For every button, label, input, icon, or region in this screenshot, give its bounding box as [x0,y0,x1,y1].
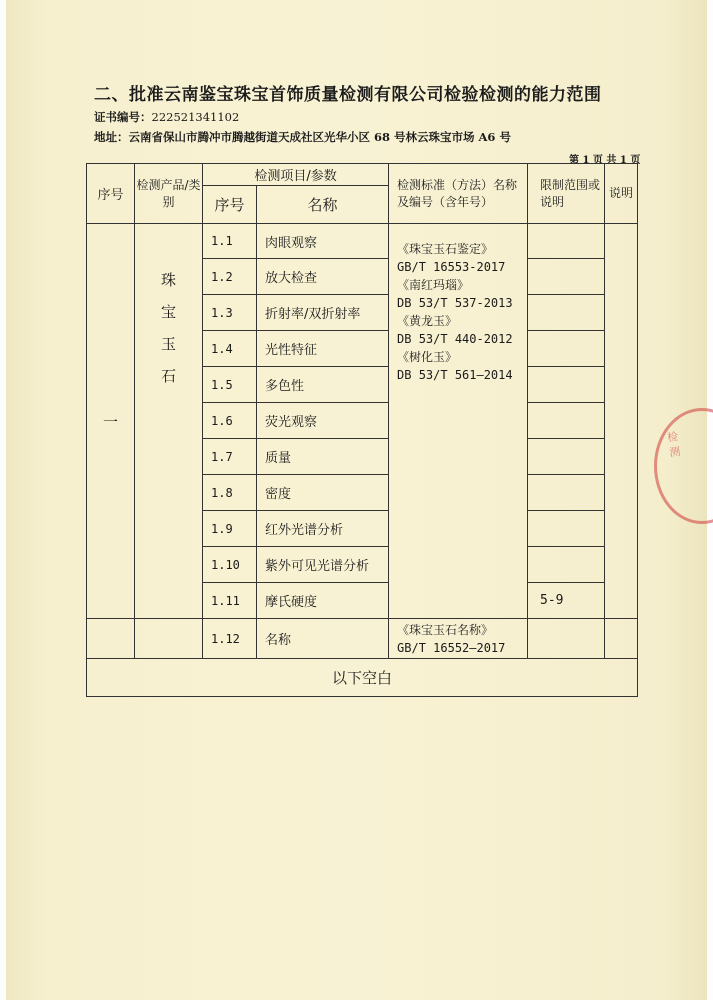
standard-line: 《珠宝玉石鉴定》 [397,242,494,256]
item-name: 荧光观察 [257,403,389,439]
limit-cell [528,367,605,403]
limit-cell [528,331,605,367]
note-cell [605,224,638,619]
category-cell [135,224,203,619]
header-product: 检测产品/类别 [135,164,203,224]
item-name: 质量 [257,439,389,475]
category-char: 石 [160,367,176,385]
standard-line: 《南红玛瑙》 [397,278,470,292]
standards-cell-last [389,619,528,659]
limit-cell [528,403,605,439]
address-label: 地址： [94,130,129,144]
header-item-name: 名称 [257,186,389,224]
certificate-label: 证书编号： [94,110,152,124]
item-seq: 1.8 [203,475,257,511]
item-seq: 1.11 [203,583,257,619]
item-name: 密度 [257,475,389,511]
item-seq: 1.10 [203,547,257,583]
empty-product-cell [135,619,203,659]
header-seq: 序号 [87,164,135,224]
page-title: 二、批准云南鉴宝珠宝首饰质量检测有限公司检验检测的能力范围 [94,85,602,105]
group-seq: 一 [87,224,135,619]
limit-cell [528,475,605,511]
item-seq: 1.6 [203,403,257,439]
standard-line: DB 53/T 561—2014 [397,368,513,382]
item-seq: 1.12 [203,619,257,659]
header-note: 说明 [605,164,638,224]
item-seq: 1.3 [203,295,257,331]
empty-seq-cell [87,619,135,659]
item-name: 名称 [257,619,389,659]
standard-line: GB/T 16553-2017 [397,260,506,274]
certificate-number: 222521341102 [151,110,240,124]
item-seq: 1.1 [203,224,257,259]
certificate-line [94,109,239,125]
limit-cell [528,295,605,331]
item-seq: 1.7 [203,439,257,475]
item-name: 多色性 [257,367,389,403]
limit-cell [528,619,605,659]
item-name: 摩氏硬度 [257,583,389,619]
item-name: 折射率/双折射率 [257,295,389,331]
standard-line: DB 53/T 440-2012 [397,332,513,346]
item-seq: 1.9 [203,511,257,547]
standard-line: 《珠宝玉石名称》 [397,622,494,637]
official-seal-stamp [654,408,713,524]
standard-line: GB/T 16552—2017 [397,640,506,655]
document-page [6,0,707,1000]
item-seq: 1.5 [203,367,257,403]
category-char: 宝 [160,303,176,321]
standards-cell [389,224,528,619]
note-cell [605,619,638,659]
standard-line: 《黄龙玉》 [397,314,458,328]
header-item-seq: 序号 [203,186,257,224]
standard-line: DB 53/T 537-2013 [397,296,513,310]
capability-table [86,163,638,697]
header-standard: 检测标准（方法）名称及编号（含年号） [389,164,528,224]
item-seq: 1.2 [203,259,257,295]
item-name: 红外光谱分析 [257,511,389,547]
item-name: 肉眼观察 [257,224,389,259]
standard-line: 《树化玉》 [397,350,458,364]
item-name: 光性特征 [257,331,389,367]
item-seq: 1.4 [203,331,257,367]
limit-cell [528,439,605,475]
limit-cell [528,224,605,259]
header-limit: 限制范围或说明 [528,164,605,224]
stamp-text: 检测 [664,430,683,462]
category-char: 珠 [160,271,176,289]
address-line [94,129,511,145]
address-text: 云南省保山市腾冲市腾越街道天成社区光华小区 68 号林云珠宝市场 A6 号 [128,130,511,144]
limit-cell [528,511,605,547]
limit-cell [528,259,605,295]
header-items: 检测项目/参数 [203,164,389,186]
limit-cell [528,547,605,583]
item-name: 紫外可见光谱分析 [257,547,389,583]
limit-cell: 5-9 [528,583,605,619]
category-char: 玉 [160,335,176,353]
blank-footer: 以下空白 [87,659,638,697]
item-name: 放大检查 [257,259,389,295]
page-number: 第 1 页 共 1 页 [569,155,641,166]
